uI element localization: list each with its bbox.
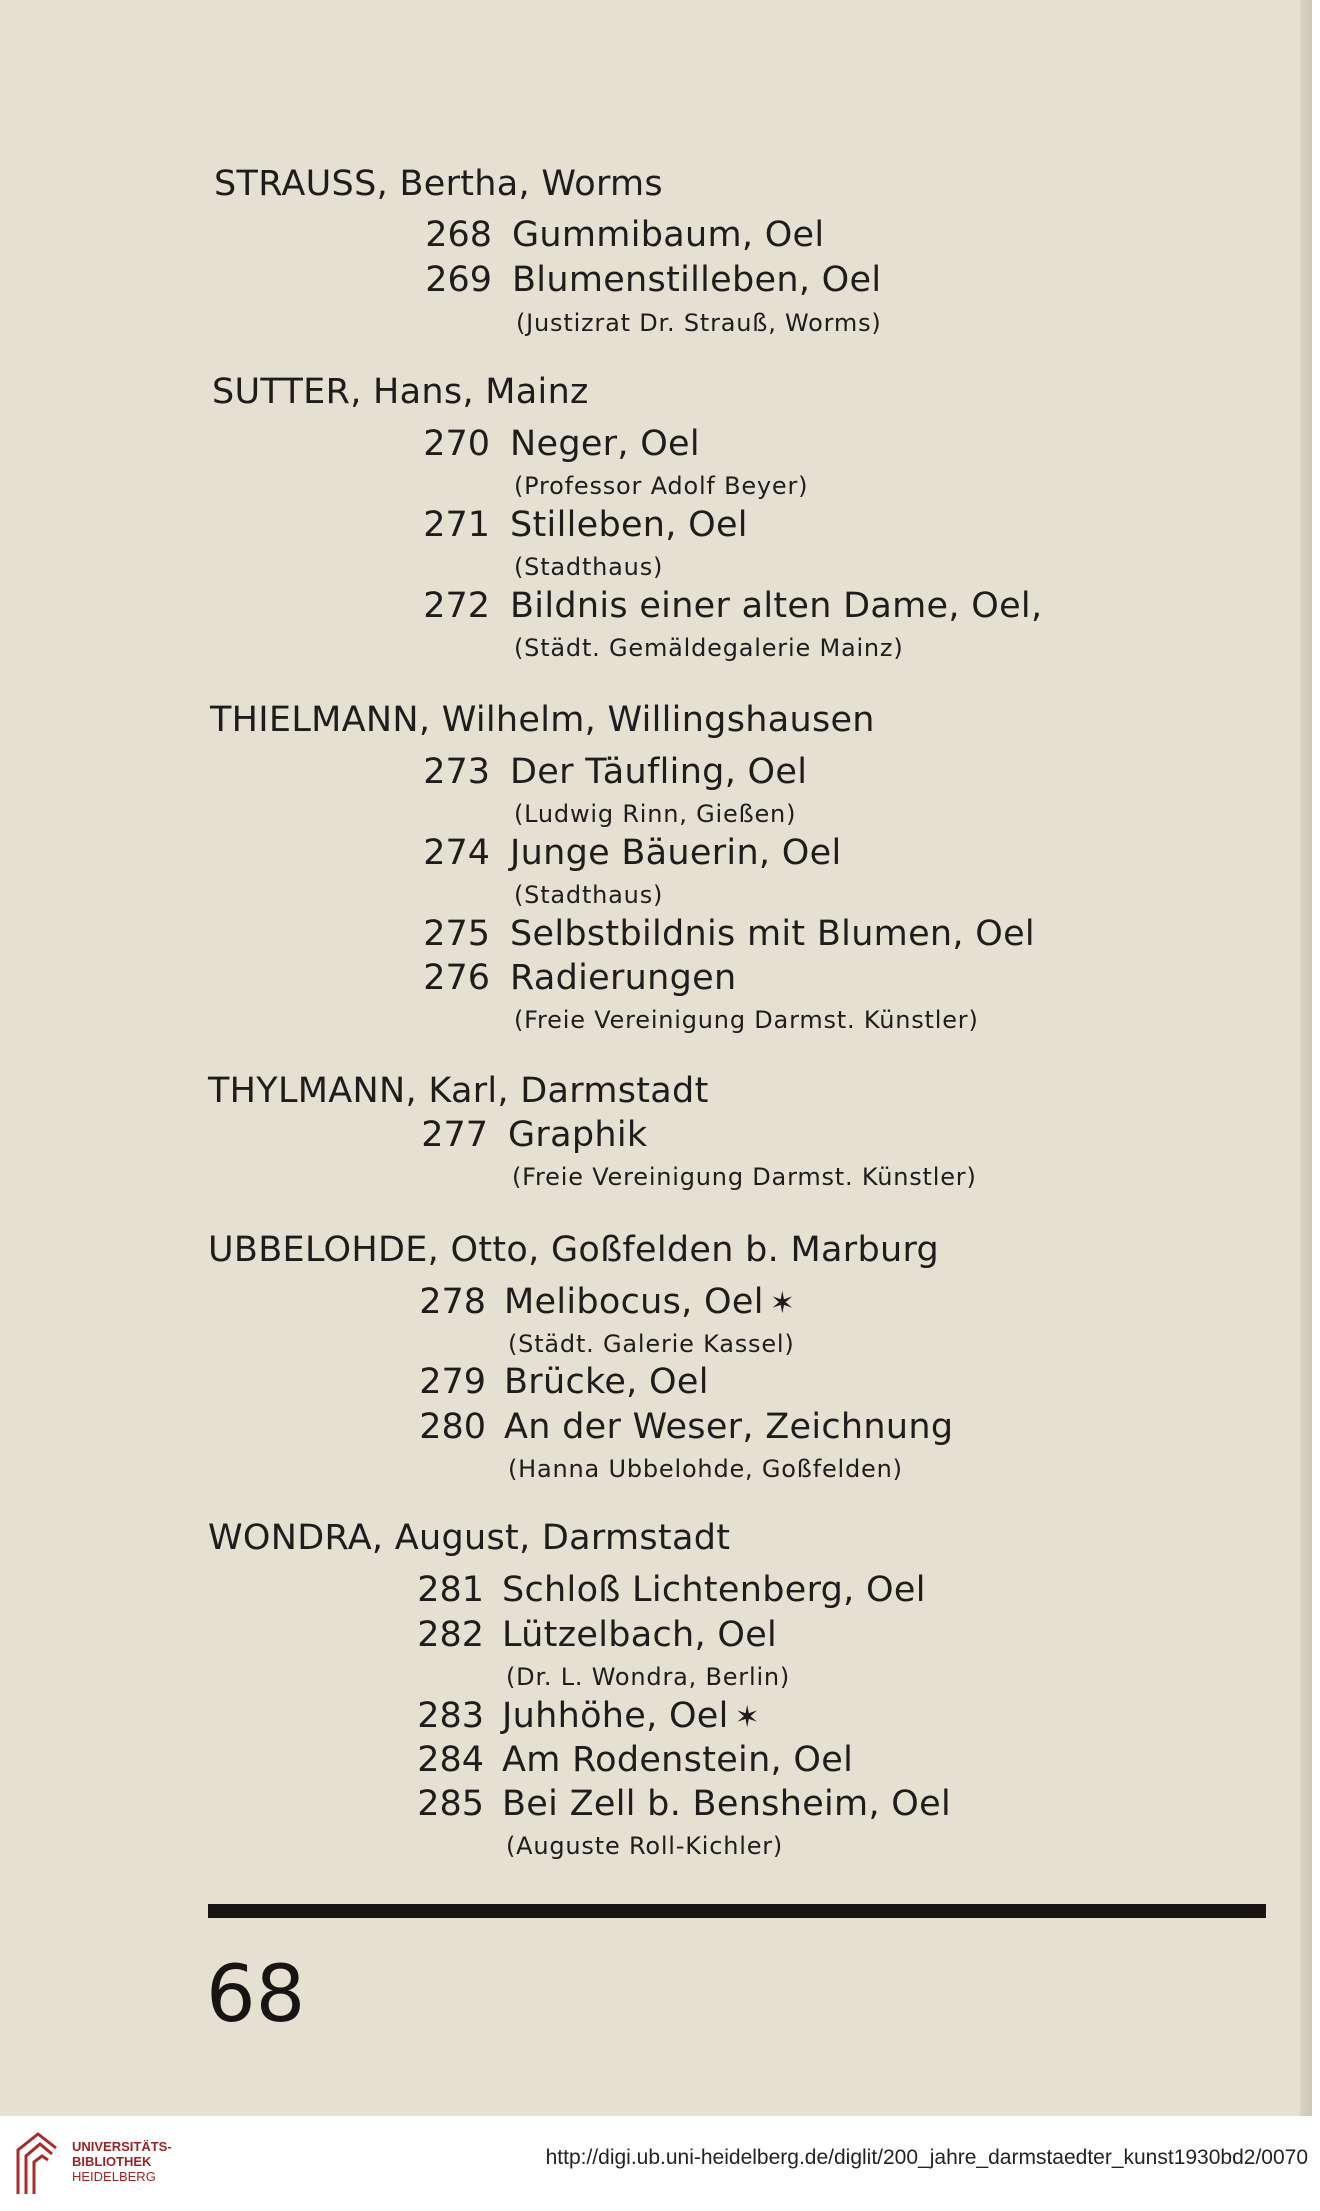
artist-heading: SUTTER, Hans, Mainz [212,372,589,412]
entry-title: An der Weser, Zeichnung [504,1407,954,1447]
entry-number: 283 [417,1696,484,1736]
entry-number: 271 [423,505,490,545]
entry-number: 272 [423,586,490,626]
artist-heading: STRAUSS, Bertha, Worms [214,164,663,204]
entry-title: Junge Bäuerin, Oel [510,833,842,873]
entry-number: 281 [417,1570,484,1610]
page-number: 68 [206,1950,306,2040]
entry-number: 276 [423,958,490,998]
entry-title [502,1696,760,1736]
entry-title: Selbstbildnis mit Blumen, Oel [510,914,1035,954]
entry-owner: (Justizrat Dr. Strauß, Worms) [516,309,882,337]
entry-number: 282 [417,1615,484,1655]
entry-number: 270 [423,424,490,464]
entry-title: Bei Zell b. Bensheim, Oel [502,1784,951,1824]
library-logo-text [72,2139,172,2184]
horizontal-rule [208,1904,1266,1918]
entry-title: Graphik [508,1115,648,1155]
logo-line: UNIVERSITÄTS- [72,2139,172,2154]
entry-title: Gummibaum, Oel [512,215,825,255]
entry-title: Radierungen [510,958,737,998]
entry-owner: (Freie Vereinigung Darmst. Künstler) [514,1006,979,1034]
entry-title: Neger, Oel [510,424,700,464]
artist-heading: UBBELOHDE, Otto, Goßfelden b. Marburg [208,1230,940,1270]
entry-owner: (Dr. L. Wondra, Berlin) [506,1663,791,1691]
entry-number: 285 [417,1784,484,1824]
library-logo-icon [14,2130,60,2196]
entry-owner: (Freie Vereinigung Darmst. Künstler) [512,1163,977,1191]
entry-number: 278 [419,1282,486,1322]
entry-title: Brücke, Oel [504,1362,709,1402]
entry-title-text: Melibocus, Oel [504,1282,764,1322]
entry-title: Stilleben, Oel [510,505,748,545]
entry-number: 269 [425,260,492,300]
entry-title: Der Täufling, Oel [510,752,808,792]
artist-heading: THIELMANN, Wilhelm, Willingshausen [210,700,875,740]
page-edge [1300,0,1312,2116]
entry-title: Blumenstilleben, Oel [512,260,882,300]
entry-owner: (Auguste Roll-Kichler) [506,1832,784,1860]
entry-number: 274 [423,833,490,873]
logo-line: BIBLIOTHEK [72,2154,152,2169]
logo-line: HEIDELBERG [72,2169,156,2184]
entry-number: 268 [425,215,492,255]
entry-owner: (Städt. Galerie Kassel) [508,1330,795,1358]
entry-owner: (Städt. Gemäldegalerie Mainz) [514,634,904,662]
entry-owner: (Stadthaus) [514,881,664,909]
entry-title-text: Juhhöhe, Oel [502,1696,729,1736]
artist-heading: WONDRA, August, Darmstadt [208,1518,731,1558]
star-icon: ✶ [769,1286,796,1321]
entry-number: 273 [423,752,490,792]
entry-number: 275 [423,914,490,954]
entry-owner: (Stadthaus) [514,553,664,581]
star-icon: ✶ [734,1700,761,1735]
entry-owner: (Professor Adolf Beyer) [514,472,809,500]
entry-number: 280 [419,1407,486,1447]
entry-title: Lützelbach, Oel [502,1615,778,1655]
source-url-link[interactable]: http://digi.ub.uni-heidelberg.de/diglit/200_jahre_darmstaedter_kunst1930bd2/0070 [545,2146,1308,2169]
entry-owner: (Hanna Ubbelohde, Goßfelden) [508,1455,903,1483]
entry-title: Bildnis einer alten Dame, Oel, [510,586,1043,626]
entry-number: 277 [421,1115,488,1155]
entry-number: 284 [417,1740,484,1780]
artist-heading: THYLMANN, Karl, Darmstadt [208,1071,709,1111]
entry-owner: (Ludwig Rinn, Gießen) [514,800,797,828]
entry-title [504,1282,795,1322]
entry-title: Am Rodenstein, Oel [502,1740,854,1780]
entry-title: Schloß Lichtenberg, Oel [502,1570,926,1610]
entry-number: 279 [419,1362,486,1402]
